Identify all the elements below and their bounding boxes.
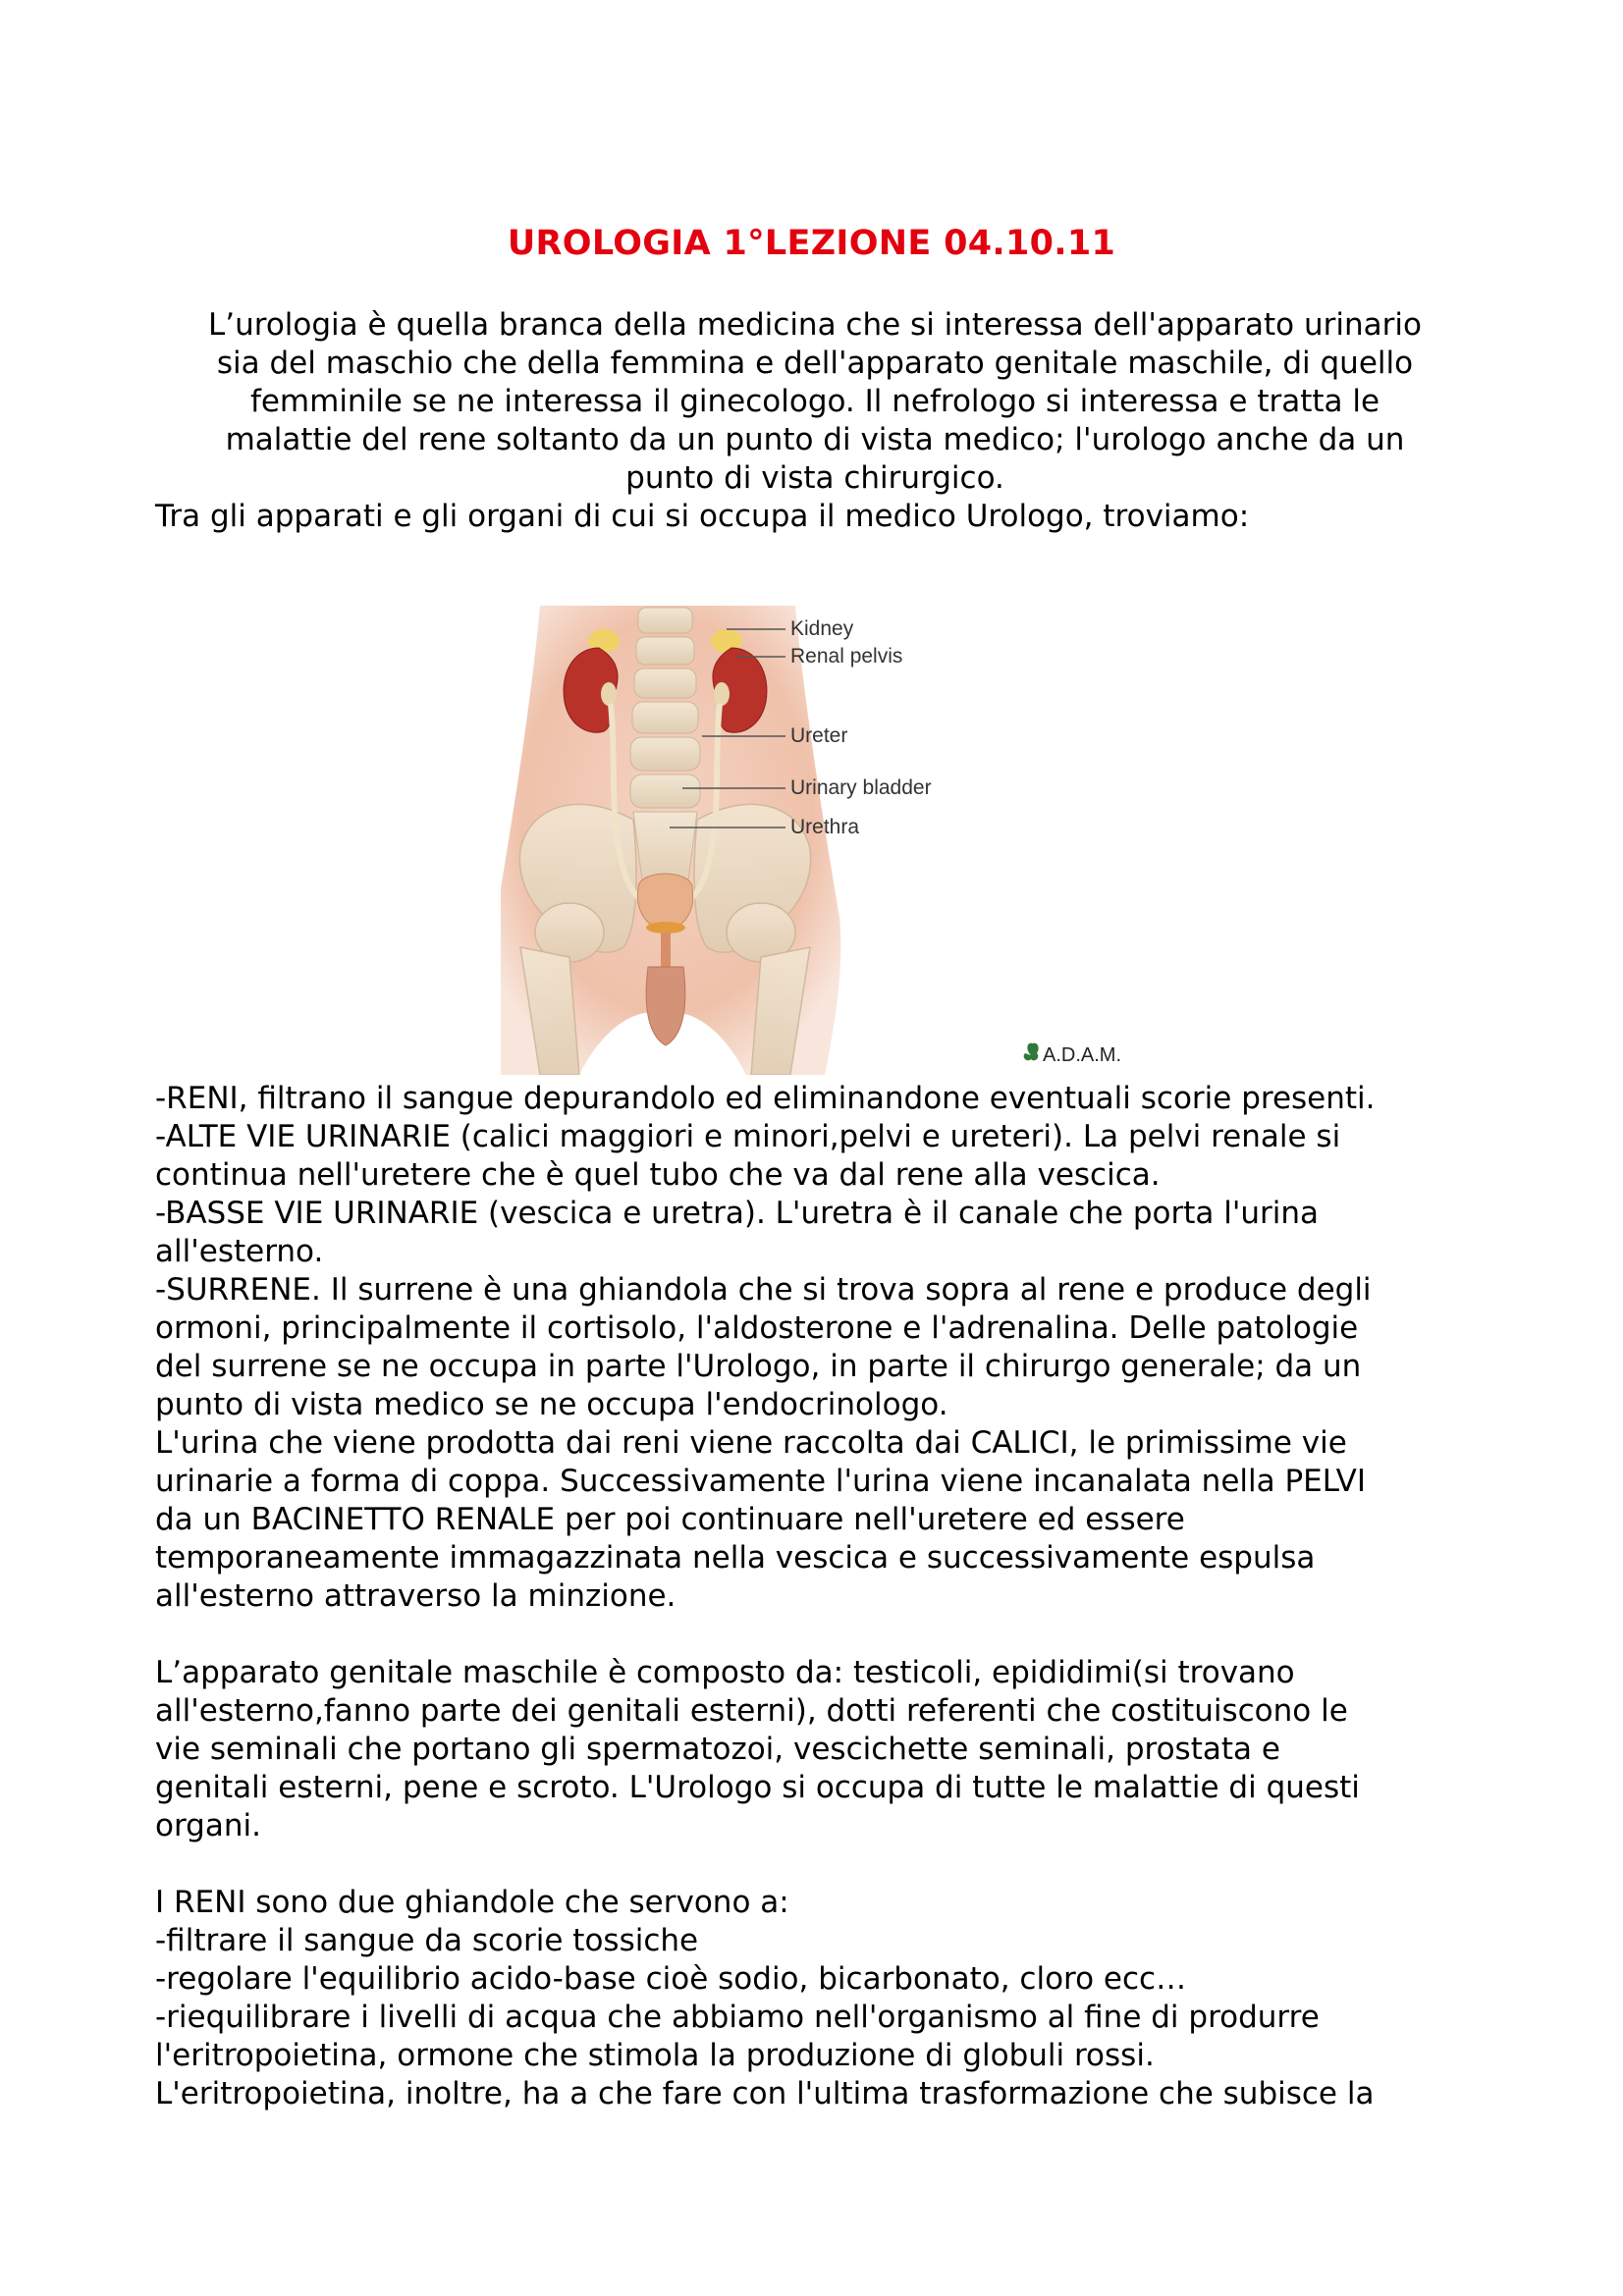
- urethra: [661, 933, 671, 972]
- left-renal-pelvis: [601, 682, 617, 706]
- body-text: [155, 1080, 1530, 2113]
- body-line: punto di vista medico se ne occupa l'endocrinologo.: [155, 1387, 948, 1422]
- body-line: temporaneamente immagazzinata nella vescica e successivamente espulsa: [155, 1540, 1316, 1575]
- genital-line: vie seminali che portano gli spermatozoi, vescichette seminali, prostata e: [155, 1732, 1280, 1767]
- body-line: urinarie a forma di coppa. Successivamente l'urina viene incanalata nella PELVI: [155, 1464, 1366, 1499]
- kidney-line: I RENI sono due ghiandole che servono a:: [155, 1885, 789, 1920]
- kidney-line: L'eritropoietina, inoltre, ha a che fare con l'ultima trasformazione che subisce la: [155, 2076, 1375, 2111]
- intro-line: femminile se ne interessa il ginecologo. Il nefrologo si interessa e tratta le: [249, 384, 1380, 419]
- spine: [630, 608, 700, 888]
- kidney-line: -filtrare il sangue da scorie tossiche: [155, 1923, 699, 1958]
- paragraph-gap: [155, 1616, 1530, 1654]
- body-line: del surrene se ne occupa in parte l'Urologo, in parte il chirurgo generale; da un: [155, 1349, 1362, 1384]
- external-genitalia: [646, 967, 685, 1045]
- intro-line: punto di vista chirurgico.: [625, 460, 1004, 496]
- kidney-line: l'eritropoietina, ormone che stimola la produzione di globuli rossi.: [155, 2038, 1155, 2073]
- body-line: -RENI, filtrano il sangue depurandolo ed eliminandone eventuali scorie presenti.: [155, 1081, 1376, 1116]
- intro-line: malattie del rene soltanto da un punto di vista medico; l'urologo anche da un: [225, 422, 1405, 457]
- right-renal-pelvis: [714, 682, 730, 706]
- body-line: da un BACINETTO RENALE per poi continuare nell'uretere ed essere: [155, 1502, 1185, 1537]
- label-urinary-bladder: Urinary bladder: [790, 776, 932, 799]
- bladder-base: [646, 922, 685, 934]
- adam-logo: [1024, 1043, 1121, 1066]
- intro-line: sia del maschio che della femmina e dell'apparato genitale maschile, di quello: [216, 346, 1414, 381]
- intro-paragraph: [147, 306, 1483, 498]
- genital-line: organi.: [155, 1808, 261, 1843]
- intro-line: L’urologia è quella branca della medicina che si interessa dell'apparato urinario: [208, 307, 1422, 343]
- kidney-line: -regolare l'equilibrio acido-base cioè sodio, bicarbonato, cloro ecc…: [155, 1961, 1187, 1997]
- label-urethra: Urethra: [790, 816, 860, 838]
- body-line: ormoni, principalmente il cortisolo, l'aldosterone e l'adrenalina. Delle patologie: [155, 1310, 1359, 1346]
- body-line: -ALTE VIE URINARIE (calici maggiori e minori,pelvi e ureteri). La pelvi renale si: [155, 1119, 1341, 1154]
- paragraph-gap: [155, 1845, 1530, 1884]
- label-kidney: Kidney: [790, 617, 854, 640]
- kidney-line: -riequilibrare i livelli di acqua che abbiamo nell'organismo al fine di produrre: [155, 2000, 1320, 2035]
- body-line: all'esterno attraverso la minzione.: [155, 1578, 676, 1614]
- genital-line: L’apparato genitale maschile è composto da: testicoli, epididimi(si trovano: [155, 1655, 1295, 1690]
- label-renal-pelvis: Renal pelvis: [790, 645, 903, 667]
- body-line: -BASSE VIE URINARIE (vescica e uretra). L'uretra è il canale che porta l'urina: [155, 1196, 1320, 1231]
- page-title: UROLOGIA 1°LEZIONE 04.10.11: [507, 224, 1116, 263]
- label-ureter: Ureter: [790, 724, 848, 747]
- body-line: all'esterno.: [155, 1234, 324, 1269]
- genital-line: all'esterno,fanno parte dei genitali esterni), dotti referenti che costituiscono le: [155, 1693, 1348, 1729]
- body-line: L'urina che viene prodotta dai reni viene raccolta dai CALICI, le primissime vie: [155, 1425, 1347, 1461]
- body-line: continua nell'uretere che è quel tubo che va dal rene alla vescica.: [155, 1157, 1161, 1193]
- genital-line: genitali esterni, pene e scroto. L'Urologo si occupa di tutte le malattie di questi: [155, 1770, 1360, 1805]
- urinary-system-figure: [501, 594, 1198, 1075]
- figure-credit: A.D.A.M.: [1043, 1044, 1122, 1066]
- lead-line: Tra gli apparati e gli organi di cui si occupa il medico Urologo, troviamo:: [155, 499, 1250, 534]
- body-line: -SURRENE. Il surrene è una ghiandola che si trova sopra al rene e produce degli: [155, 1272, 1372, 1308]
